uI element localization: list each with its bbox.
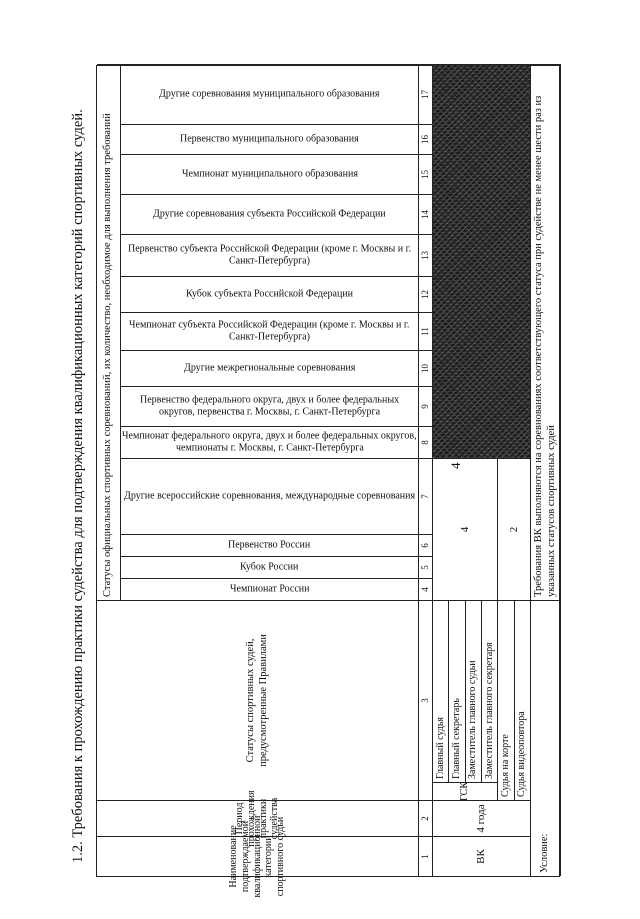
other-role-1: Судья на корте [498, 600, 514, 800]
competition-header-15: Чемпионат муниципального образования [121, 154, 419, 194]
col-number-9: 9 [419, 386, 433, 426]
col-number-17: 17 [419, 64, 433, 124]
competitions-header: Статусы официальных спортивных соревнований, их количество, необходимое для выполнения требований [97, 64, 121, 600]
statuses-header: Статусы спортивных судей, предусмотренные Правилами [97, 600, 419, 800]
col-number-15: 15 [419, 154, 433, 194]
condition-label: Условие: [531, 600, 561, 876]
competition-header-14: Другие соревнования субъекта Российской Федерации [121, 194, 419, 234]
gsk-role-4: Заместитель главного секретаря [482, 600, 498, 782]
gsk-label: ГСК [433, 782, 498, 800]
competition-header-6: Первенство России [121, 534, 419, 556]
section-heading: 1.2. Требования к прохождению практики судейства для подтверждения квалификационных категорий спортивных судей. [70, 109, 86, 863]
excluded-competitions [433, 64, 531, 458]
competition-header-9: Первенство федерального округа, двух и более федеральных округов, первенства г. Москвы, г. Санкт-Петербурга [121, 386, 419, 426]
table-frame [96, 65, 560, 898]
other-count: 2 [498, 458, 531, 600]
competition-header-16: Первенство муниципального образования [121, 124, 419, 154]
period-header: Период прохождения практики судейства [97, 800, 419, 836]
category-header: Наименование подтверждаемой квалификационной категории спортивного судьи [97, 836, 419, 876]
col-number-1: 1 [419, 836, 433, 876]
competition-header-13: Первенство субъекта Российской Федерации (кроме г. Москвы и г. Санкт-Петербурга) [121, 234, 419, 276]
col-number-5: 5 [419, 556, 433, 578]
col-number-4: 4 [419, 578, 433, 600]
competition-header-5: Кубок России [121, 556, 419, 578]
competition-header-4: Чемпионат России [121, 578, 419, 600]
col-number-12: 12 [419, 276, 433, 312]
col-number-3: 3 [419, 600, 433, 800]
col-number-16: 16 [419, 124, 433, 154]
gsk-role-1: Главный судья [433, 600, 449, 782]
col-number-2: 2 [419, 800, 433, 836]
competition-header-11: Чемпионат субъекта Российской Федерации (кроме г. Москвы и г. Санкт-Петербурга) [121, 312, 419, 350]
category-value: ВК [433, 836, 531, 876]
other-role-2: Судья видеоповтора [515, 600, 531, 800]
competition-header-8: Чемпионат федерального округа, двух и более федеральных округов, чемпионаты г. Москвы, г. Санкт-Петербурга [121, 426, 419, 458]
competition-header-7: Другие всероссийские соревнования, международные соревнования [121, 458, 419, 534]
condition-text: Требования ВК выполняются на соревнованиях соответствующего статуса при судействе не менее шести раз из указанных статусов спортивных судей [531, 64, 561, 600]
gsk-role-3: Заместитель главного судьи [466, 600, 482, 782]
competition-header-10: Другие межрегиональные соревнования [121, 350, 419, 386]
period-value: 4 года [433, 800, 531, 836]
col-number-6: 6 [419, 534, 433, 556]
col-number-10: 10 [419, 350, 433, 386]
col-number-14: 14 [419, 194, 433, 234]
competition-header-17: Другие соревнования муниципального образования [121, 64, 419, 124]
col-number-8: 8 [419, 426, 433, 458]
gsk-role-2: Главный секретарь [449, 600, 465, 782]
page-number: 4 [448, 462, 463, 469]
col-number-13: 13 [419, 234, 433, 276]
col-number-7: 7 [419, 458, 433, 534]
col-number-11: 11 [419, 312, 433, 350]
gsk-count: 4 [433, 458, 498, 600]
competition-header-12: Кубок субъекта Российской Федерации [121, 276, 419, 312]
